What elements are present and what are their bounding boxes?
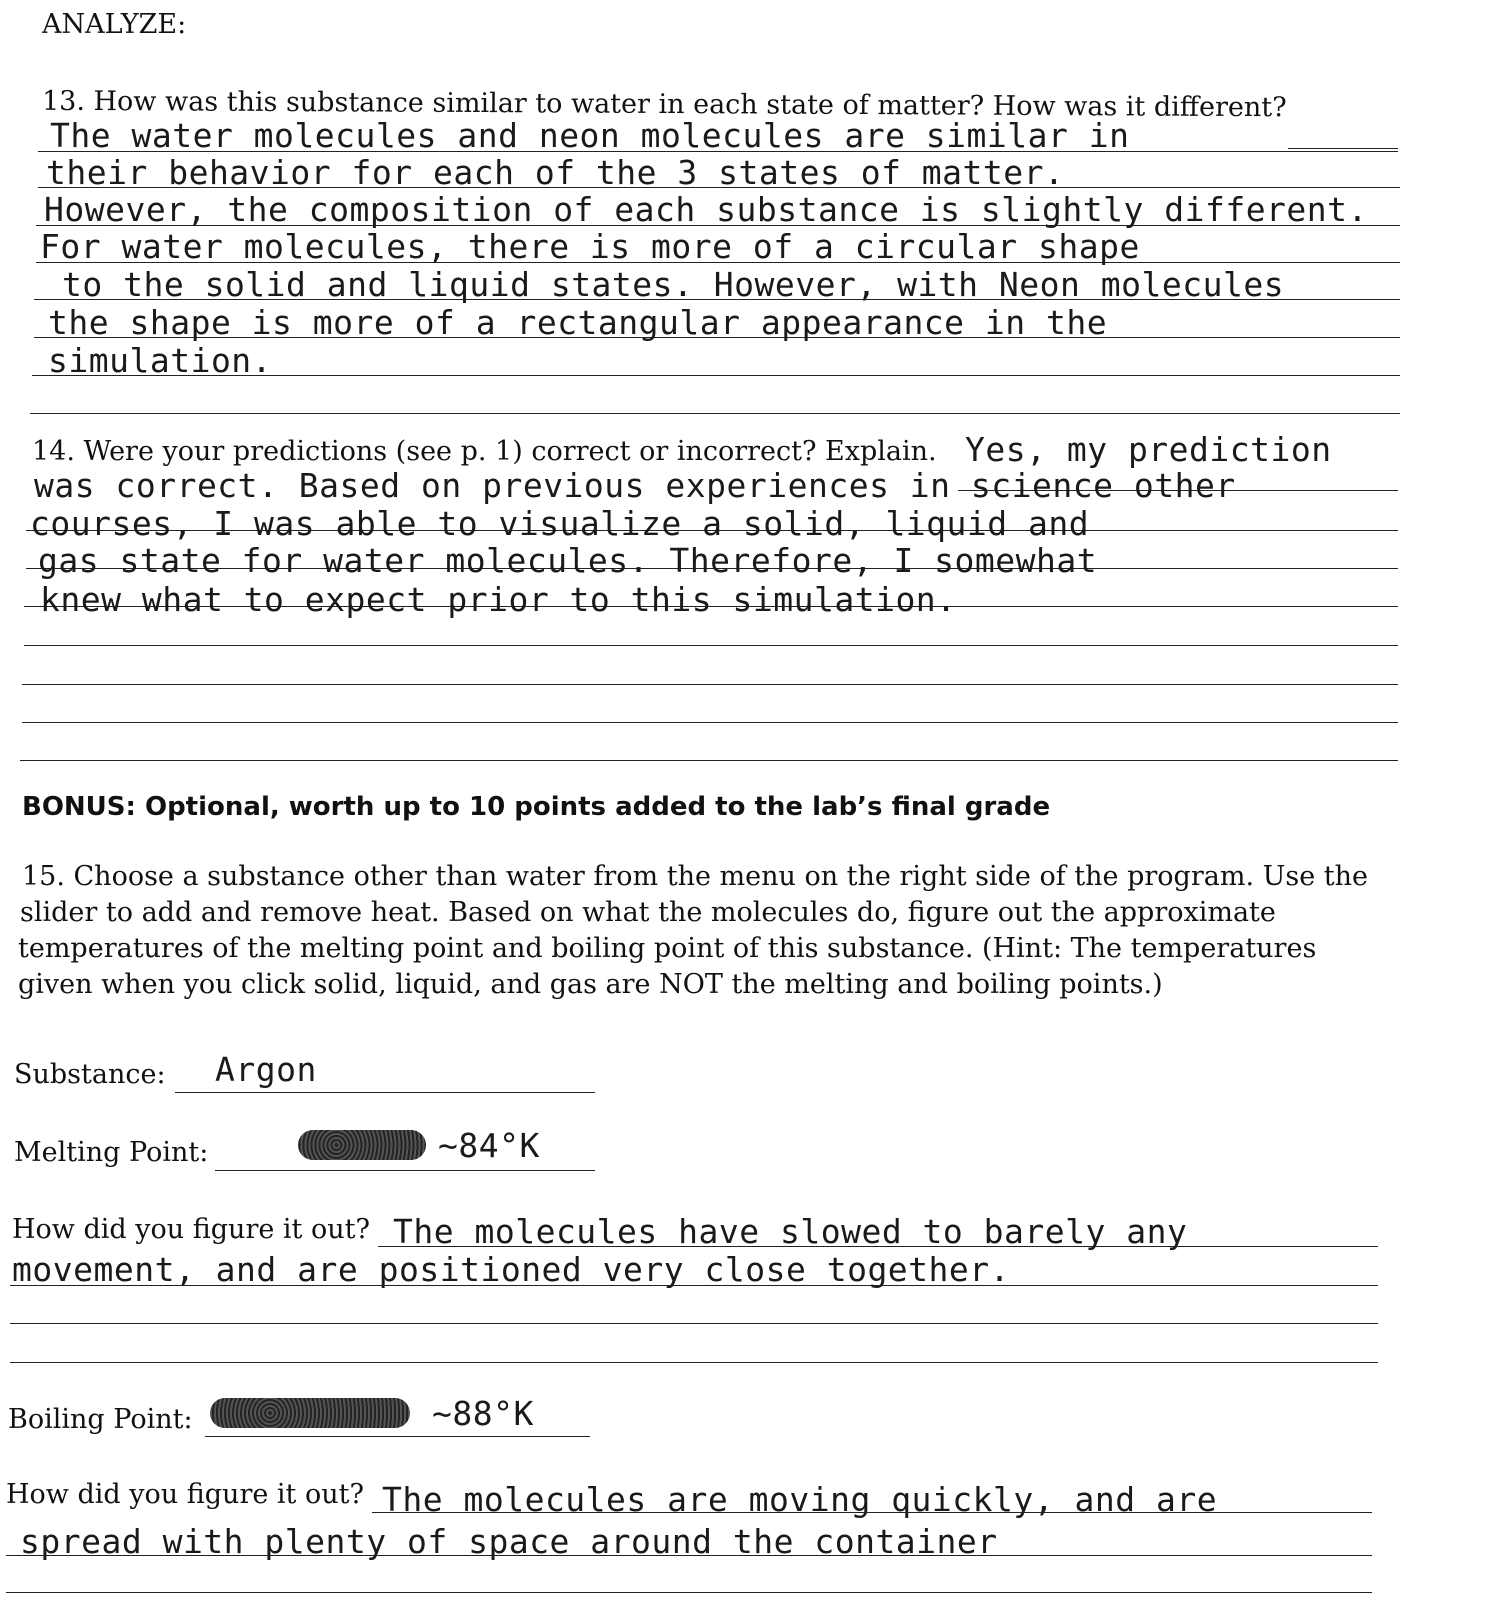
bonus-heading: BONUS: Optional, worth up to 10 points added to the lab’s final grade: [22, 792, 1051, 822]
boiling-how-inline: The molecules are moving quickly, and are: [382, 1480, 1218, 1519]
question-14: 14. Were your predictions (see p. 1) correct or incorrect? Explain.: [32, 436, 937, 467]
melting-how-inline: The molecules have slowed to barely any: [393, 1212, 1188, 1251]
answer-rule: [378, 1246, 1378, 1247]
question-15-line: 15. Choose a substance other than water from the menu on the right side of the program. Use the: [22, 861, 1368, 892]
answer-rule: [372, 1512, 1372, 1513]
q14-answer-line: knew what to expect prior to this simulation.: [40, 580, 957, 619]
substance-label: Substance:: [14, 1059, 166, 1090]
q14-answer-inline: Yes, my prediction: [965, 430, 1332, 469]
answer-rule: [1288, 148, 1398, 149]
question-15-line: slider to add and remove heat. Based on what the molecules do, figure out the approximate: [20, 897, 1276, 928]
answer-rule: [22, 722, 1398, 723]
substance-value: Argon: [215, 1050, 317, 1089]
melting-point-label: Melting Point:: [14, 1137, 209, 1168]
answer-rule: [10, 1362, 1378, 1363]
melting-how-line: movement, and are positioned very close together.: [12, 1250, 1011, 1289]
answer-rule: [20, 760, 1398, 761]
boiling-point-label: Boiling Point:: [8, 1404, 193, 1435]
answer-rule: [24, 645, 1398, 646]
q14-answer-line: was correct. Based on previous experiences in science other: [34, 466, 1236, 505]
q13-answer-line: the shape is more of a rectangular appearance in the: [48, 303, 1108, 342]
melting-point-value: ~84°K: [438, 1126, 540, 1165]
question-13: 13. How was this substance similar to water in each state of matter? How was it different?: [41, 85, 1287, 124]
answer-rule: [30, 413, 1400, 414]
crossed-out-scribble: [210, 1398, 410, 1428]
q13-answer-line: However, the composition of each substance is slightly different.: [44, 190, 1368, 229]
crossed-out-scribble: [298, 1130, 426, 1160]
q13-answer-line: simulation.: [48, 341, 273, 380]
answer-rule: [10, 1323, 1378, 1324]
answer-rule: [6, 1555, 1372, 1556]
q13-answer-line: The water molecules and neon molecules are similar in: [50, 116, 1130, 155]
answer-rule: [6, 1592, 1372, 1593]
q13-answer-line: For water molecules, there is more of a circular shape: [40, 227, 1140, 266]
q14-answer-line: gas state for water molecules. Therefore, I somewhat: [38, 541, 1098, 580]
answer-rule: [22, 684, 1398, 685]
answer-rule: [10, 1285, 1378, 1286]
boiling-point-value: ~88°K: [432, 1394, 534, 1433]
q13-answer-line: to the solid and liquid states. However, with Neon molecules: [62, 265, 1285, 304]
melting-point-rule: [215, 1170, 595, 1171]
question-15-line: given when you click solid, liquid, and gas are NOT the melting and boiling points.): [18, 969, 1163, 1000]
boiling-how-label: How did you figure it out?: [6, 1479, 364, 1510]
question-15-line: temperatures of the melting point and boiling point of this substance. (Hint: The temperatures: [18, 933, 1317, 964]
section-header: ANALYZE:: [42, 9, 187, 40]
boiling-point-rule: [205, 1436, 590, 1437]
q13-answer-line: their behavior for each of the 3 states of matter.: [46, 153, 1065, 192]
q14-answer-line: courses, I was able to visualize a solid, liquid and: [30, 504, 1090, 543]
boiling-how-line: spread with plenty of space around the container: [20, 1522, 998, 1561]
substance-rule: [175, 1092, 595, 1093]
melting-how-label: How did you figure it out?: [12, 1214, 370, 1245]
